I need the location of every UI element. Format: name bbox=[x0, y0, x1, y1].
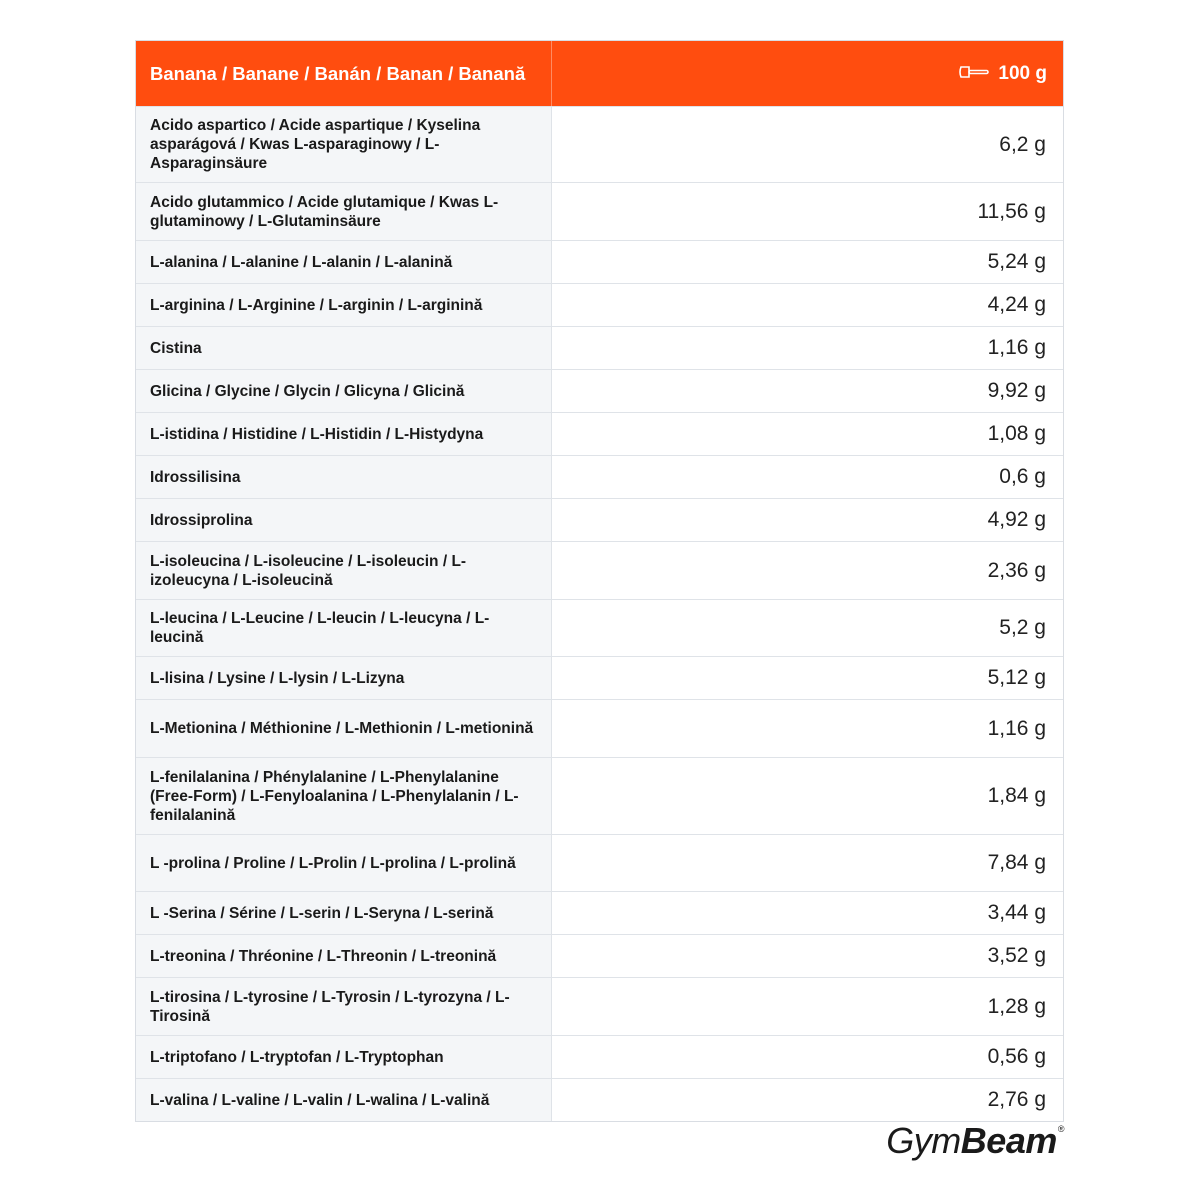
scoop-icon bbox=[959, 63, 989, 85]
nutrient-name: L -prolina / Proline / L-Prolin / L-prolina / L-prolină bbox=[136, 835, 552, 891]
nutrient-name: L-leucina / L-Leucine / L-leucin / L-leucyna / L-leucină bbox=[136, 600, 552, 656]
nutrient-value: 1,16 g bbox=[987, 336, 1046, 359]
nutrient-name: L-arginina / L-Arginine / L-arginin / L-arginină bbox=[136, 284, 552, 326]
nutrient-value: 7,84 g bbox=[987, 851, 1046, 874]
table-row bbox=[136, 891, 1063, 934]
nutrient-name: Idrossiprolina bbox=[136, 499, 552, 541]
nutrient-name: Idrossilisina bbox=[136, 456, 552, 498]
nutrient-value: 2,36 g bbox=[987, 558, 1046, 582]
nutrient-value: 3,44 g bbox=[987, 901, 1046, 924]
table-row bbox=[136, 369, 1063, 412]
nutrient-name: Acido glutammico / Acide glutamique / Kwas L-glutaminowy / L-Glutaminsäure bbox=[136, 183, 552, 240]
table-row bbox=[136, 240, 1063, 283]
table-row bbox=[136, 834, 1063, 891]
nutrient-value: 5,2 g bbox=[999, 616, 1046, 639]
serving-header bbox=[552, 41, 1063, 106]
nutrient-value: 6,2 g bbox=[999, 132, 1046, 156]
table-row bbox=[136, 757, 1063, 834]
table-row bbox=[136, 283, 1063, 326]
table-row bbox=[136, 1078, 1063, 1121]
table-row bbox=[136, 326, 1063, 369]
nutrient-name: L-treonina / Thréonine / L-Threonin / L-treonină bbox=[136, 935, 552, 977]
nutrient-name: L-istidina / Histidine / L-Histidin / L-Histydyna bbox=[136, 413, 552, 455]
table-row bbox=[136, 699, 1063, 757]
nutrient-name: L-fenilalanina / Phénylalanine / L-Phenylalanine (Free-Form) / L-Fenyloalanina / L-Phenylalanin / L-fenilalanină bbox=[136, 758, 552, 834]
nutrient-name: L-valina / L-valine / L-valin / L-walina / L-valină bbox=[136, 1079, 552, 1121]
flavor-title: Banana / Banane / Banán / Banan / Banană bbox=[136, 41, 552, 106]
nutrient-name: L-lisina / Lysine / L-lysin / L-Lizyna bbox=[136, 657, 552, 699]
nutrient-name: L-triptofano / L-tryptofan / L-Tryptophan bbox=[136, 1036, 552, 1078]
table-header bbox=[136, 41, 1063, 106]
nutrient-name: L-alanina / L-alanine / L-alanin / L-alanină bbox=[136, 241, 552, 283]
table-row bbox=[136, 106, 1063, 182]
nutrient-value: 4,92 g bbox=[987, 508, 1046, 531]
nutrient-name: L -Serina / Sérine / L-serin / L-Seryna / L-serină bbox=[136, 892, 552, 934]
nutrient-value: 1,08 g bbox=[987, 422, 1046, 445]
nutrient-value: 11,56 g bbox=[977, 199, 1046, 223]
nutrient-value: 0,56 g bbox=[987, 1045, 1046, 1068]
table-body bbox=[136, 106, 1063, 1121]
nutrient-name: Glicina / Glycine / Glycin / Glicyna / Glicină bbox=[136, 370, 552, 412]
nutrient-name: Acido aspartico / Acide aspartique / Kyselina asparágová / Kwas L-asparaginowy / L-Asparaginsäure bbox=[136, 107, 552, 182]
table-row bbox=[136, 656, 1063, 699]
table-row bbox=[136, 455, 1063, 498]
serving-size: 100 g bbox=[998, 62, 1047, 84]
nutrient-value: 5,12 g bbox=[987, 666, 1046, 689]
nutrient-value: 4,24 g bbox=[987, 293, 1046, 316]
table-row bbox=[136, 412, 1063, 455]
table-row bbox=[136, 498, 1063, 541]
table-row bbox=[136, 934, 1063, 977]
nutrient-name: Cistina bbox=[136, 327, 552, 369]
nutrient-value: 5,24 g bbox=[987, 250, 1046, 273]
nutrient-value: 1,16 g bbox=[987, 716, 1046, 740]
nutrient-value: 2,76 g bbox=[987, 1088, 1046, 1111]
table-row bbox=[136, 541, 1063, 599]
table-row bbox=[136, 1035, 1063, 1078]
nutrient-value: 1,84 g bbox=[987, 784, 1046, 807]
amino-acid-table bbox=[135, 40, 1064, 1122]
nutrient-name: L-isoleucina / L-isoleucine / L-isoleucin / L-izoleucyna / L-isoleucină bbox=[136, 542, 552, 599]
nutrient-value: 3,52 g bbox=[987, 944, 1046, 967]
table-row bbox=[136, 182, 1063, 240]
nutrient-value: 1,28 g bbox=[987, 994, 1046, 1018]
nutrient-value: 0,6 g bbox=[999, 465, 1046, 488]
nutrient-name: L-Metionina / Méthionine / L-Methionin / L-metionină bbox=[136, 700, 552, 757]
nutrient-name: L-tirosina / L-tyrosine / L-Tyrosin / L-tyrozyna / L-Tirosină bbox=[136, 978, 552, 1035]
gymbeam-logo: GymBeam® bbox=[886, 1120, 1064, 1161]
table-row bbox=[136, 599, 1063, 656]
table-row bbox=[136, 977, 1063, 1035]
nutrient-value: 9,92 g bbox=[987, 379, 1046, 402]
